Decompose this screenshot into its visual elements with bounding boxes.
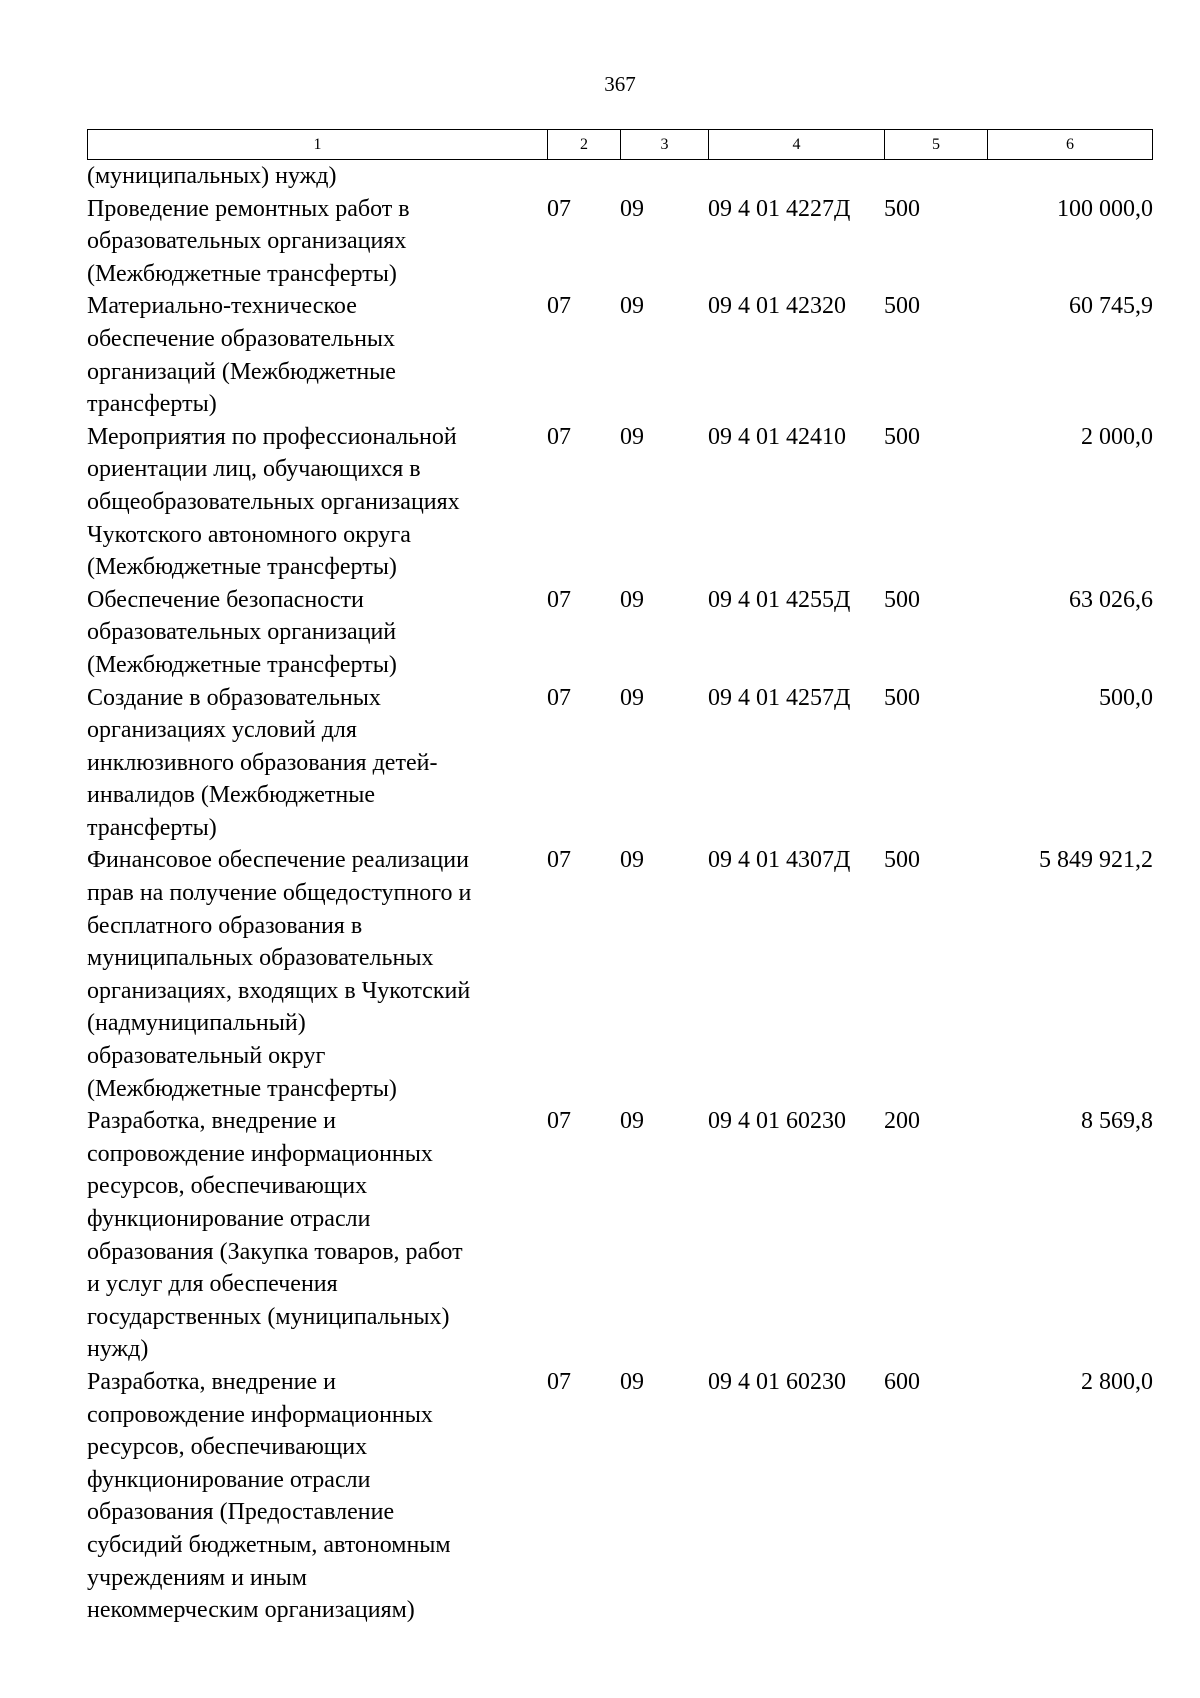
row-target-article-code: 09 4 01 42410 (708, 423, 846, 450)
row-target-article-code: 09 4 01 42320 (708, 293, 846, 320)
row-subsection-code: 09 (620, 1108, 644, 1135)
row-amount: 500,0 (1099, 684, 1153, 711)
row-amount: 8 569,8 (1081, 1108, 1153, 1135)
row-amount: 2 000,0 (1081, 423, 1153, 450)
row-section-code: 07 (547, 293, 571, 320)
table-row (87, 844, 1153, 1105)
row-section-code: 07 (547, 1368, 571, 1395)
row-name: Проведение ремонтных работ в образовательных организациях (Межбюджетные трансферты) (87, 195, 410, 287)
row-expense-type-code: 500 (884, 293, 920, 320)
row-section-code: 07 (547, 423, 571, 450)
column-header-table (87, 129, 1153, 160)
row-name: Создание в образовательных организациях условий для инклюзивного образования детей- инвалидов (Межбюджетные трансферты) (87, 684, 438, 841)
row-amount: 5 849 921,2 (1039, 847, 1153, 874)
row-section-code: 07 (547, 586, 571, 613)
row-expense-type-code: 500 (884, 586, 920, 613)
row-amount: 2 800,0 (1081, 1368, 1153, 1395)
table-row (87, 421, 1153, 584)
table-row (87, 584, 1153, 682)
row-expense-type-code: 500 (884, 684, 920, 711)
table-row (87, 193, 1153, 291)
row-subsection-code: 09 (620, 1368, 644, 1395)
row-name: Разработка, внедрение и сопровождение информационных ресурсов, обеспечивающих функционирование отрасли образования (Предоставление субсидий бюджетным, автономным учреждениям и иным некоммерческим организациям) (87, 1368, 451, 1624)
continuation-text: (муниципальных) нужд) (87, 163, 337, 189)
page-number: 367 (604, 72, 636, 96)
row-amount: 63 026,6 (1069, 586, 1153, 613)
table-row (87, 1105, 1153, 1366)
row-target-article-code: 09 4 01 60230 (708, 1368, 846, 1395)
column-number-row (88, 130, 1153, 160)
row-target-article-code: 09 4 01 4255Д (708, 586, 851, 613)
row-subsection-code: 09 (620, 847, 644, 874)
row-target-article-code: 09 4 01 4307Д (708, 847, 851, 874)
budget-table-body (87, 160, 1153, 1627)
row-target-article-code: 09 4 01 4257Д (708, 684, 851, 711)
table-row (87, 1366, 1153, 1627)
row-section-code: 07 (547, 847, 571, 874)
row-section-code: 07 (547, 195, 571, 222)
table-row (87, 682, 1153, 845)
row-target-article-code: 09 4 01 60230 (708, 1108, 846, 1135)
row-name: Финансовое обеспечение реализации прав на получение общедоступного и бесплатного образования в муниципальных образовательных организациях, входящих в Чукотский (надмуниципальный) образовательный округ (Межбюджетные трансферты) (87, 847, 472, 1102)
row-expense-type-code: 200 (884, 1108, 920, 1135)
row-name: Мероприятия по профессиональной ориентации лиц, обучающихся в общеобразовательных организациях Чукотского автономного округа (Межбюджетные трансферты) (87, 423, 460, 581)
row-subsection-code: 09 (620, 293, 644, 320)
table-row (87, 290, 1153, 420)
row-expense-type-code: 500 (884, 423, 920, 450)
row-target-article-code: 09 4 01 4227Д (708, 195, 851, 222)
column-header-6: 6 (988, 130, 1153, 160)
continuation-row (87, 160, 1153, 193)
row-section-code: 07 (547, 684, 571, 711)
row-amount: 100 000,0 (1057, 195, 1153, 222)
row-subsection-code: 09 (620, 423, 644, 450)
column-header-5: 5 (885, 130, 988, 160)
column-header-3: 3 (621, 130, 709, 160)
column-header-4: 4 (709, 130, 885, 160)
row-expense-type-code: 600 (884, 1368, 920, 1395)
row-expense-type-code: 500 (884, 847, 920, 874)
column-header-1: 1 (88, 130, 548, 160)
column-header-2: 2 (548, 130, 621, 160)
row-subsection-code: 09 (620, 684, 644, 711)
row-name: Разработка, внедрение и сопровождение информационных ресурсов, обеспечивающих функционирование отрасли образования (Закупка товаров, работ и услуг для обеспечения государственных (муниципальных) нужд) (87, 1108, 463, 1363)
row-section-code: 07 (547, 1108, 571, 1135)
row-name: Обеспечение безопасности образовательных организаций (Межбюджетные трансферты) (87, 586, 397, 678)
row-name: Материально-техническое обеспечение образовательных организаций (Межбюджетные трансферты) (87, 293, 396, 418)
row-expense-type-code: 500 (884, 195, 920, 222)
row-amount: 60 745,9 (1069, 293, 1153, 320)
row-subsection-code: 09 (620, 586, 644, 613)
row-subsection-code: 09 (620, 195, 644, 222)
